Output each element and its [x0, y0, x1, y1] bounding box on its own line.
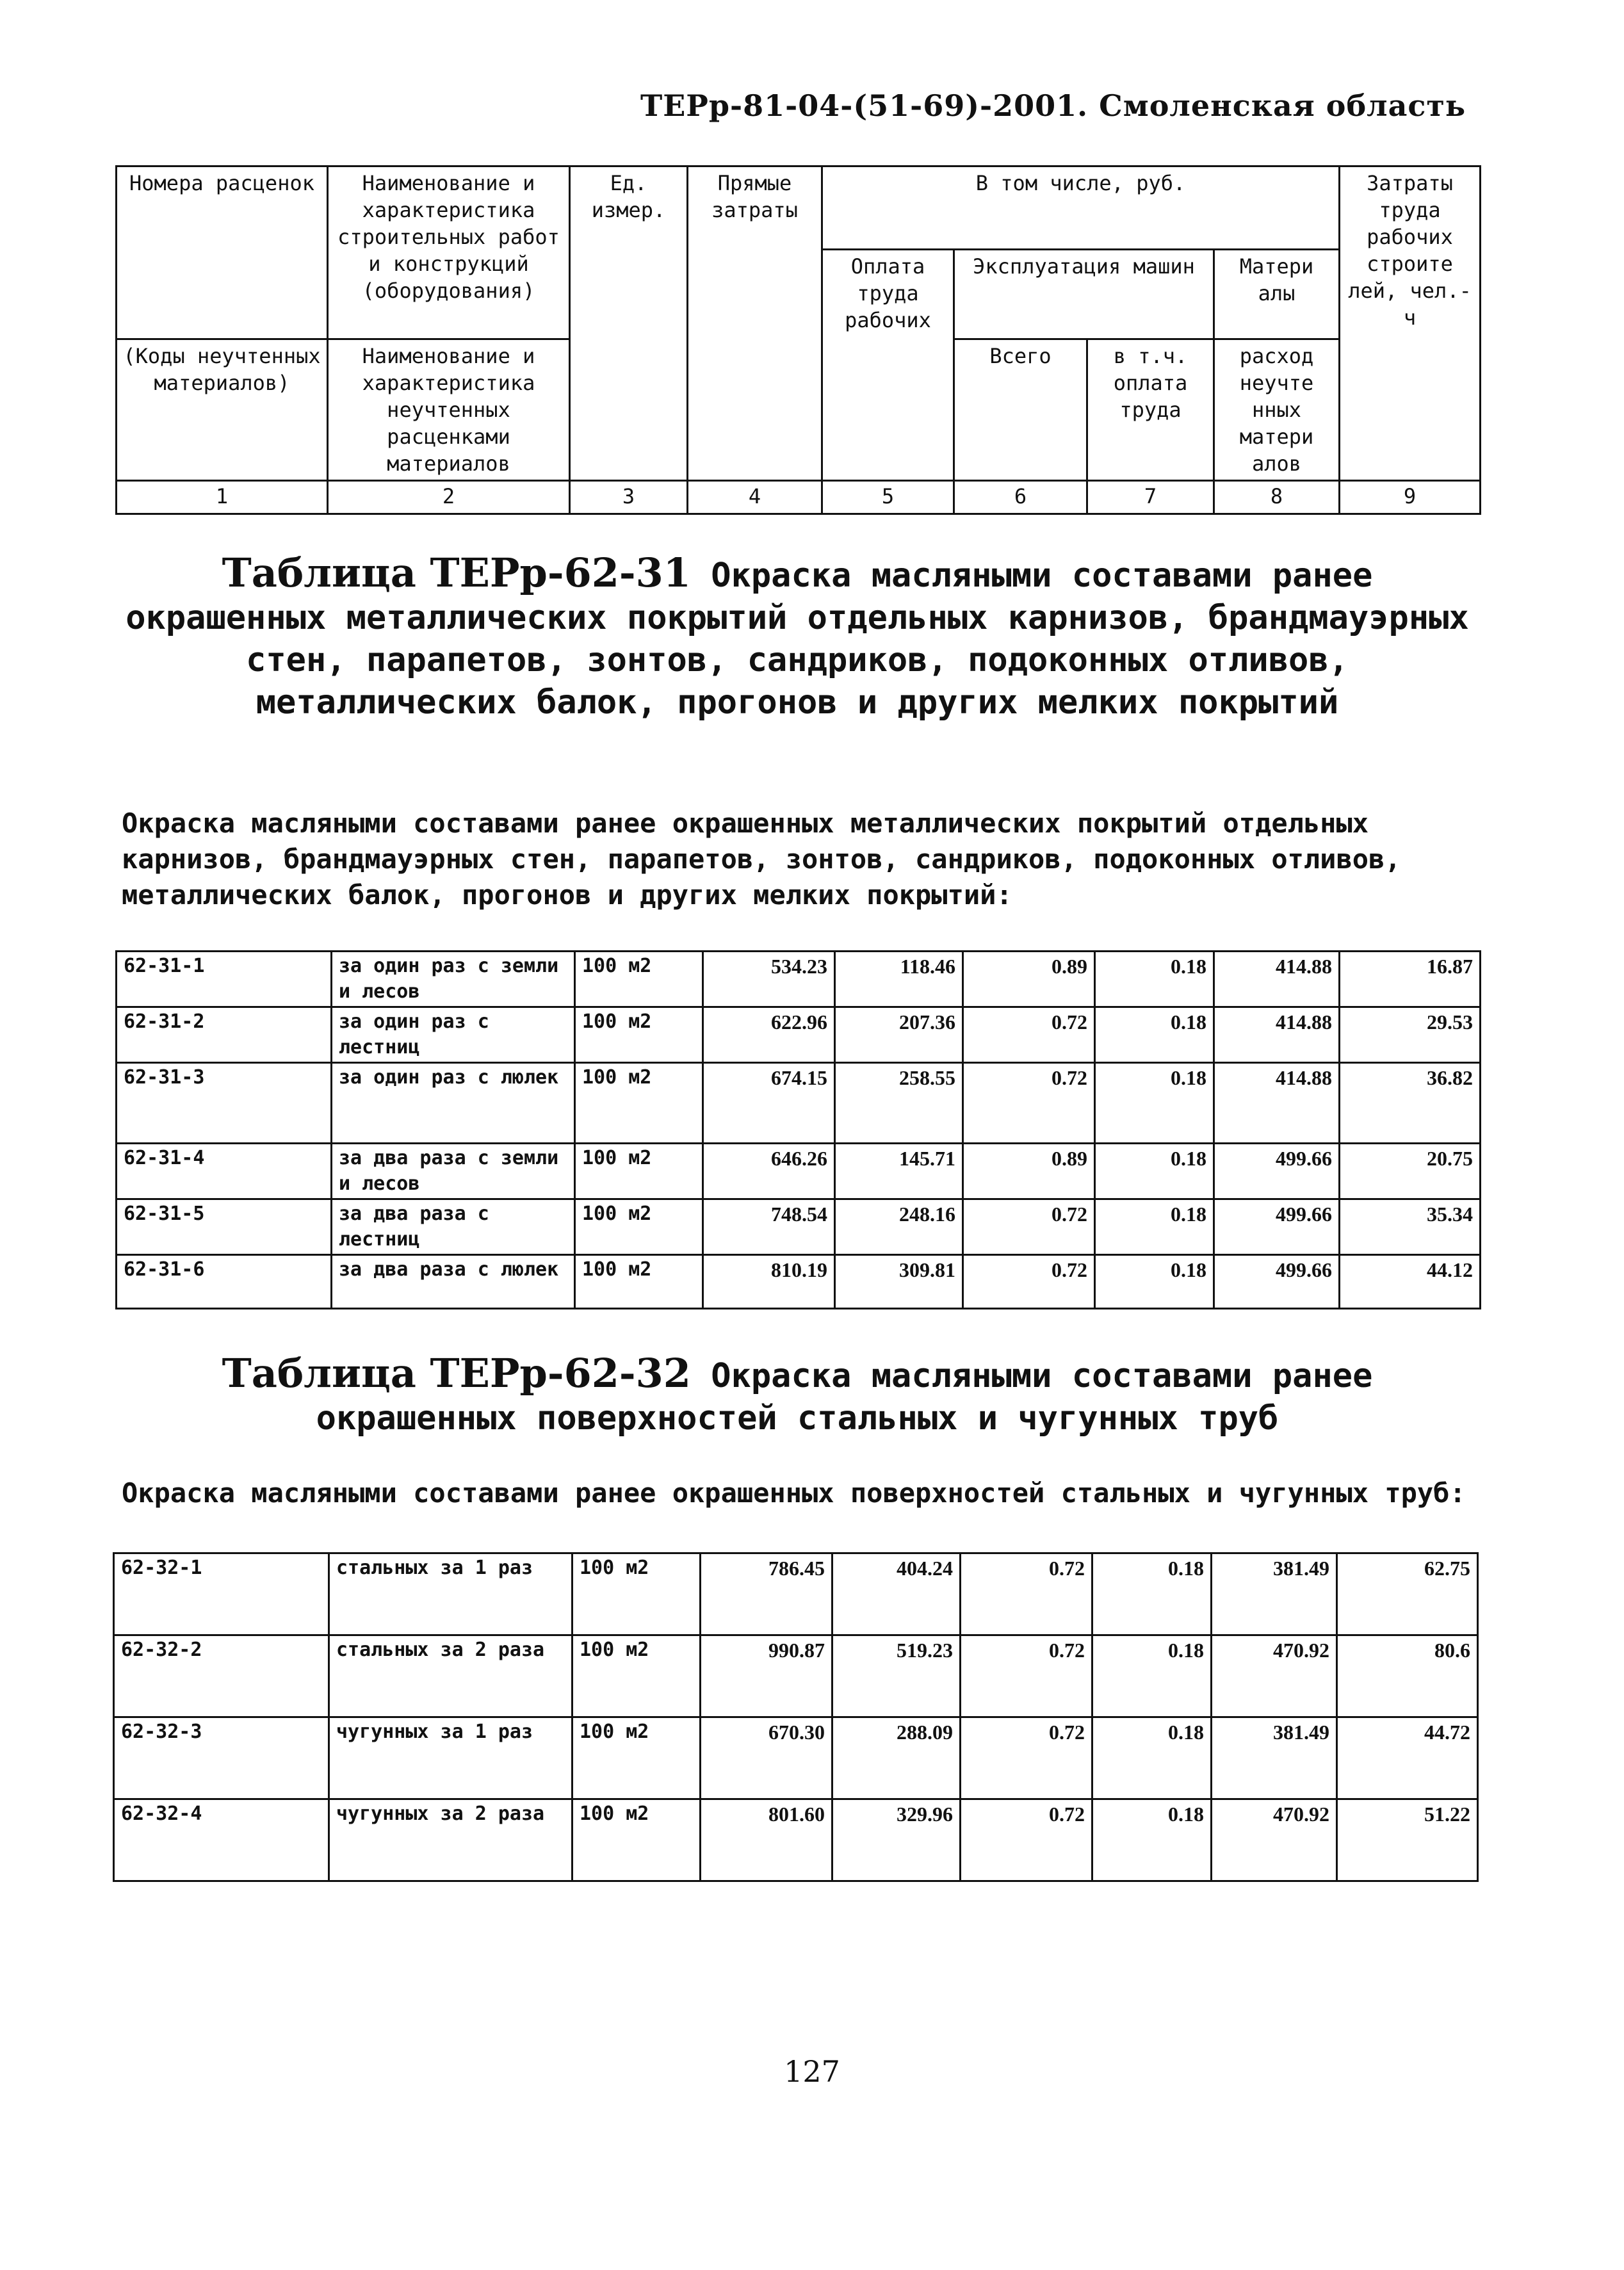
- running-header: ТЕРр-81-04-(51-69)-2001. Смоленская область: [640, 88, 1466, 123]
- cell-name: стальных за 2 раза: [329, 1635, 572, 1717]
- cell-materials: 414.88: [1214, 952, 1340, 1007]
- cell-machines-labor: 0.18: [1095, 1255, 1214, 1309]
- cell-unit: 100 м2: [572, 1553, 701, 1635]
- table-row: [117, 1063, 1481, 1144]
- cell-labor: 329.96: [832, 1799, 961, 1881]
- cell-labor: 288.09: [832, 1717, 961, 1799]
- header-materials: Матери алы: [1214, 250, 1340, 339]
- cell-unit: 100 м2: [575, 952, 703, 1007]
- cell-materials: 381.49: [1212, 1717, 1337, 1799]
- cell-hours: 20.75: [1340, 1144, 1481, 1199]
- cell-unit: 100 м2: [575, 1063, 703, 1144]
- cell-labor: 519.23: [832, 1635, 961, 1717]
- cell-code: 62-31-2: [117, 1007, 332, 1063]
- cell-labor: 145.71: [835, 1144, 963, 1199]
- cell-hours: 36.82: [1340, 1063, 1481, 1144]
- table32-body: [114, 1553, 1478, 1881]
- cell-labor: 309.81: [835, 1255, 963, 1309]
- cell-code: 62-32-4: [114, 1799, 329, 1881]
- table-row: [114, 1717, 1478, 1799]
- cell-machines-labor: 0.18: [1095, 1063, 1214, 1144]
- table32-title-text: Окраска масляными составами ранее окрашенных поверхностей стальных и чугунных труб: [316, 1357, 1373, 1438]
- header-machine-exploitation: Эксплуатация машин: [954, 250, 1214, 339]
- cell-machines: 0.72: [961, 1799, 1092, 1881]
- cell-machines-labor: 0.18: [1092, 1799, 1212, 1881]
- table31-title-text: Окраска масляными составами ранее окрашенных металлических покрытий отдельных карнизов, брандмауэрных стен, парапетов, зонтов, сандриков, подоконных отливов, металлических балок, прогонов и других мелких покрытий: [126, 556, 1469, 722]
- header-labor-wages: Оплата труда рабочих: [822, 250, 954, 481]
- cell-machines: 0.72: [963, 1255, 1095, 1309]
- header-material-codes: (Коды неучтенных материалов): [117, 339, 328, 481]
- cell-materials: 499.66: [1214, 1255, 1340, 1309]
- cell-name: чугунных за 2 раза: [329, 1799, 572, 1881]
- cell-materials: 499.66: [1214, 1144, 1340, 1199]
- column-number: 1: [117, 481, 328, 514]
- cell-code: 62-31-4: [117, 1144, 332, 1199]
- header-including: В том числе, руб.: [822, 166, 1340, 250]
- cell-unit: 100 м2: [572, 1799, 701, 1881]
- table-row: [117, 952, 1481, 1007]
- page-number: 127: [784, 2054, 840, 2089]
- cell-name: чугунных за 1 раз: [329, 1717, 572, 1799]
- table-row: [114, 1553, 1478, 1635]
- cell-machines-labor: 0.18: [1092, 1717, 1212, 1799]
- cell-machines-labor: 0.18: [1095, 1144, 1214, 1199]
- cell-hours: 51.22: [1337, 1799, 1478, 1881]
- column-number: 8: [1214, 481, 1340, 514]
- cell-direct: 534.23: [703, 952, 835, 1007]
- cell-hours: 62.75: [1337, 1553, 1478, 1635]
- cell-code: 62-32-3: [114, 1717, 329, 1799]
- cell-name: за два раза с люлек: [332, 1255, 575, 1309]
- cell-unit: 100 м2: [575, 1199, 703, 1255]
- cell-code: 62-31-3: [117, 1063, 332, 1144]
- header-direct-costs: Прямые затраты: [688, 166, 822, 481]
- column-number: 9: [1340, 481, 1481, 514]
- cell-code: 62-31-5: [117, 1199, 332, 1255]
- cell-name: за один раз с лестниц: [332, 1007, 575, 1063]
- column-number: 2: [328, 481, 570, 514]
- cell-direct: 810.19: [703, 1255, 835, 1309]
- table31-title: [115, 549, 1479, 724]
- cell-machines-labor: 0.18: [1092, 1553, 1212, 1635]
- column-number: 7: [1087, 481, 1214, 514]
- table-row: [114, 1799, 1478, 1881]
- table31-intro: Окраска масляными составами ранее окрашенных металлических покрытий отдельных карнизов, брандмауэрных стен, парапетов, зонтов, сандриков, подоконных отливов, металлических балок, прогонов и других мелких покрытий:: [122, 807, 1401, 911]
- cell-machines: 0.72: [961, 1635, 1092, 1717]
- cell-direct: 622.96: [703, 1007, 835, 1063]
- header-labor-hours: Затраты труда рабочих строите лей, чел.-ч: [1340, 166, 1481, 481]
- table32-intro: Окраска масляными составами ранее окрашенных поверхностей стальных и чугунных труб:: [122, 1477, 1466, 1509]
- cell-name: за один раз с люлек: [332, 1063, 575, 1144]
- cell-direct: 990.87: [701, 1635, 832, 1717]
- cell-hours: 29.53: [1340, 1007, 1481, 1063]
- cell-labor: 248.16: [835, 1199, 963, 1255]
- cell-machines-labor: 0.18: [1095, 952, 1214, 1007]
- table31-rows: [115, 950, 1481, 1309]
- header-rate-number: Номера расценок: [117, 166, 328, 250]
- cell-hours: 35.34: [1340, 1199, 1481, 1255]
- column-number: 3: [570, 481, 688, 514]
- cell-labor: 118.46: [835, 952, 963, 1007]
- header-material-names: Наименование и характеристика неучтенных расценками материалов: [328, 339, 570, 481]
- table-row: [117, 1007, 1481, 1063]
- cell-direct: 786.45: [701, 1553, 832, 1635]
- table-row: [117, 1144, 1481, 1199]
- cell-materials: 381.49: [1212, 1553, 1337, 1635]
- cell-direct: 748.54: [703, 1199, 835, 1255]
- table-row: [114, 1635, 1478, 1717]
- cell-machines-labor: 0.18: [1092, 1635, 1212, 1717]
- cell-unit: 100 м2: [572, 1717, 701, 1799]
- cell-direct: 646.26: [703, 1144, 835, 1199]
- cell-materials: 499.66: [1214, 1199, 1340, 1255]
- cell-hours: 44.12: [1340, 1255, 1481, 1309]
- cell-machines-labor: 0.18: [1095, 1007, 1214, 1063]
- cell-unit: 100 м2: [572, 1635, 701, 1717]
- cell-unit: 100 м2: [575, 1144, 703, 1199]
- cell-name: за один раз с земли и лесов: [332, 952, 575, 1007]
- cell-hours: 44.72: [1337, 1717, 1478, 1799]
- cell-name: за два раза с земли и лесов: [332, 1144, 575, 1199]
- cell-machines: 0.72: [963, 1007, 1095, 1063]
- column-header-table: [115, 165, 1481, 515]
- table32-title-lead: Таблица ТЕРр-62-32: [222, 1350, 691, 1397]
- cell-direct: 670.30: [701, 1717, 832, 1799]
- cell-name: за два раза с лестниц: [332, 1199, 575, 1255]
- cell-materials: 414.88: [1214, 1007, 1340, 1063]
- cell-materials: 414.88: [1214, 1063, 1340, 1144]
- cell-name: стальных за 1 раз: [329, 1553, 572, 1635]
- column-number: 4: [688, 481, 822, 514]
- cell-machines: 0.89: [963, 1144, 1095, 1199]
- table31-title-lead: Таблица ТЕРр-62-31: [222, 549, 691, 596]
- header-unit: Ед. измер.: [570, 166, 688, 481]
- table31-body: [117, 952, 1481, 1309]
- table-row: [117, 1199, 1481, 1255]
- table-row: [117, 1255, 1481, 1309]
- header-machines-labor: в т.ч. оплата труда: [1087, 339, 1214, 481]
- cell-direct: 801.60: [701, 1799, 832, 1881]
- cell-materials: 470.92: [1212, 1635, 1337, 1717]
- header-work-name: Наименование и характеристика строительных работ и конструкций (оборудования): [328, 166, 570, 339]
- cell-machines: 0.72: [961, 1553, 1092, 1635]
- header-machines-total: Всего: [954, 339, 1087, 481]
- cell-labor: 207.36: [835, 1007, 963, 1063]
- cell-code: 62-32-2: [114, 1635, 329, 1717]
- cell-unit: 100 м2: [575, 1255, 703, 1309]
- cell-machines: 0.72: [963, 1063, 1095, 1144]
- cell-direct: 674.15: [703, 1063, 835, 1144]
- header-materials-consumption: расход неучте нных матери алов: [1214, 339, 1340, 481]
- cell-materials: 470.92: [1212, 1799, 1337, 1881]
- column-number: 5: [822, 481, 954, 514]
- table32-title: [115, 1352, 1479, 1439]
- cell-unit: 100 м2: [575, 1007, 703, 1063]
- cell-code: 62-31-1: [117, 952, 332, 1007]
- cell-machines: 0.72: [963, 1199, 1095, 1255]
- cell-machines: 0.89: [963, 952, 1095, 1007]
- cell-hours: 16.87: [1340, 952, 1481, 1007]
- cell-labor: 258.55: [835, 1063, 963, 1144]
- cell-code: 62-32-1: [114, 1553, 329, 1635]
- cell-hours: 80.6: [1337, 1635, 1478, 1717]
- column-number: 6: [954, 481, 1087, 514]
- cell-machines-labor: 0.18: [1095, 1199, 1214, 1255]
- cell-code: 62-31-6: [117, 1255, 332, 1309]
- cell-machines: 0.72: [961, 1717, 1092, 1799]
- cell-labor: 404.24: [832, 1553, 961, 1635]
- table32-rows: [113, 1552, 1479, 1882]
